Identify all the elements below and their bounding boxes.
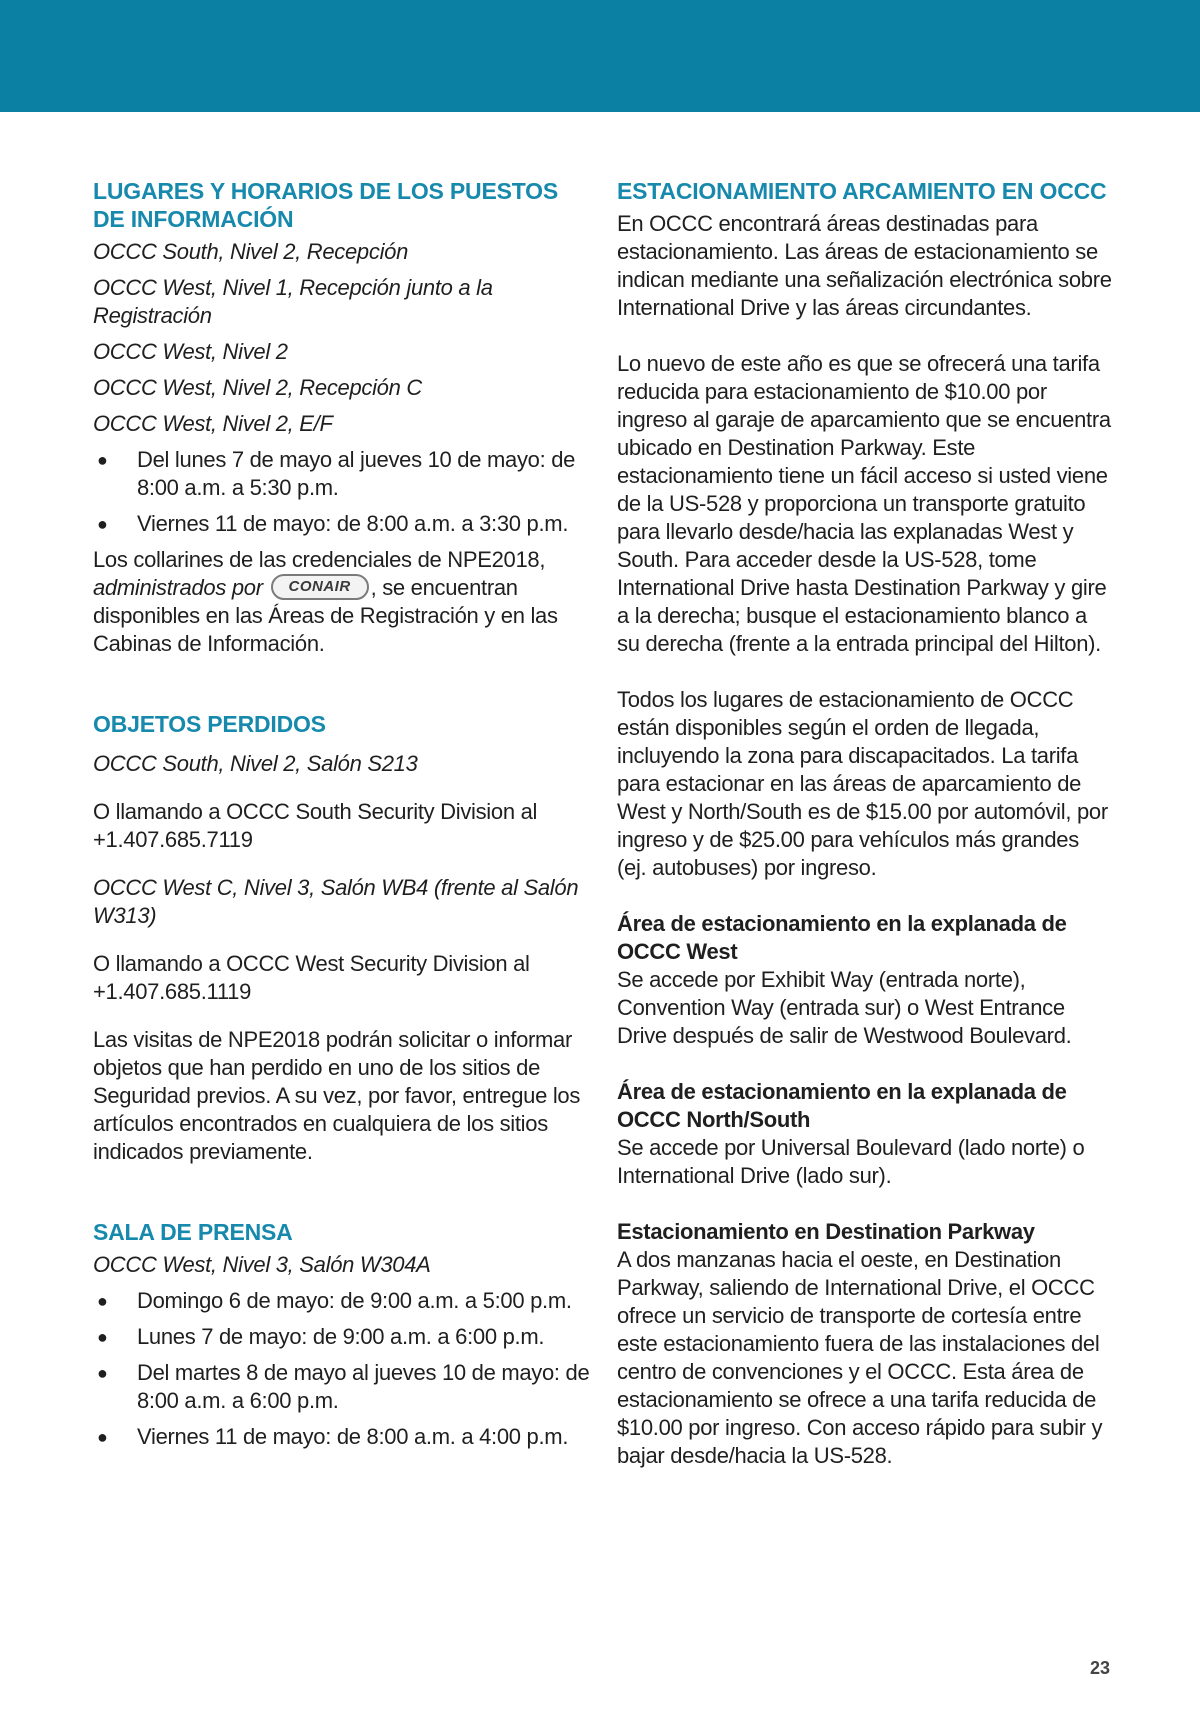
right-column	[617, 177, 1112, 1470]
press-hours-list	[93, 1287, 593, 1451]
bullet-icon: ●	[97, 514, 108, 534]
list-item: ● Del lunes 7 de mayo al jueves 10 de mayo: de 8:00 a.m. a 5:30 p.m.	[97, 447, 576, 500]
lost-south-phone: O llamando a OCCC South Security Division al +1.407.685.7119	[93, 799, 538, 852]
bullet-icon: ●	[97, 1363, 108, 1383]
list-item: ● Viernes 11 de mayo: de 8:00 a.m. a 3:30 p.m.	[97, 511, 569, 536]
list-item: ● Lunes 7 de mayo: de 9:00 a.m. a 6:00 p.m.	[97, 1324, 545, 1349]
parking-rates: Todos los lugares de estacionamiento de OCCC están disponibles según el orden de llegada, incluyendo la zona para discapacitados. La tarifa para estacionar en las áreas de aparcamiento de West y North/South es de $15.00 por automóvil, por ingreso y de $25.00 para vehículos más grandes (ej. autobuses) por ingreso.	[617, 687, 1108, 880]
north-south-parking-heading: Área de estacionamiento en la explanada de OCCC North/South	[617, 1079, 1067, 1132]
conair-logo: CONAIR	[271, 574, 369, 600]
info-location-2: OCCC West, Nivel 1, Recepción junto a la Registración	[93, 275, 493, 328]
lost-west-location: OCCC West C, Nivel 3, Salón WB4 (frente al Salón W313)	[93, 875, 579, 928]
info-location-3: OCCC West, Nivel 2	[93, 339, 288, 364]
left-column	[93, 177, 593, 1459]
destination-parkway-heading: Estacionamiento en Destination Parkway	[617, 1219, 1035, 1244]
list-item: ● Domingo 6 de mayo: de 9:00 a.m. a 5:00 p.m.	[97, 1288, 572, 1313]
page-number: 23	[1090, 1658, 1111, 1678]
header-band	[0, 0, 1200, 112]
lanyard-paragraph: Los collarines de las credenciales de NPE2018, administrados por CONAIR , se encuentran disponibles en las Áreas de Registración y en las Cabinas de Información.	[93, 547, 558, 656]
parking-intro: En OCCC encontrará áreas destinadas para estacionamiento. Las áreas de estacionamiento se indican mediante una señalización electrónica sobre International Drive y las áreas circundantes.	[617, 211, 1112, 320]
info-location-5: OCCC West, Nivel 2, E/F	[93, 411, 333, 436]
bullet-icon: ●	[97, 1291, 108, 1311]
west-parking-heading: Área de estacionamiento en la explanada de OCCC West	[617, 911, 1067, 964]
destination-parkway-text: A dos manzanas hacia el oeste, en Destination Parkway, saliendo de International Drive, el OCCC ofrece un servicio de transporte de cortesía entre este estacionamiento fuera de las instalaciones del centro de convenciones y el OCCC. Esta área de estacionamiento se ofrece a una tarifa reducida de $10.00 por ingreso. Con acceso rápido para subir y bajar desde/hacia la US-528.	[617, 1247, 1103, 1468]
parking-heading: ESTACIONAMIENTO ARCAMIENTO EN OCCC	[617, 178, 1107, 204]
list-item: ● Viernes 11 de mayo: de 8:00 a.m. a 4:00 p.m.	[97, 1424, 569, 1449]
bullet-icon: ●	[97, 1327, 108, 1347]
press-location: OCCC West, Nivel 3, Salón W304A	[93, 1252, 431, 1277]
bullet-icon: ●	[97, 1427, 108, 1447]
lost-note: Las visitas de NPE2018 podrán solicitar o informar objetos que han perdido en uno de los sitios de Seguridad previos. A su vez, por favor, entregue los artículos encontrados en cualquiera de los sitios indicados previamente.	[93, 1027, 581, 1164]
info-hours-list	[93, 446, 593, 538]
north-south-parking-text: Se accede por Universal Boulevard (lado norte) o International Drive (lado sur).	[617, 1135, 1085, 1188]
bullet-icon: ●	[97, 450, 108, 470]
lost-south-location: OCCC South, Nivel 2, Salón S213	[93, 751, 418, 776]
press-room-heading: SALA DE PRENSA	[93, 1219, 293, 1245]
list-item: ● Del martes 8 de mayo al jueves 10 de mayo: de 8:00 a.m. a 6:00 p.m.	[97, 1360, 590, 1413]
west-parking-text: Se accede por Exhibit Way (entrada norte), Convention Way (entrada sur) o West Entrance Drive después de salir de Westwood Boulevard.	[617, 967, 1072, 1048]
lost-found-heading: OBJETOS PERDIDOS	[93, 711, 326, 737]
info-location-1: OCCC South, Nivel 2, Recepción	[93, 239, 409, 264]
info-location-4: OCCC West, Nivel 2, Recepción C	[93, 375, 422, 400]
info-booths-heading: LUGARES Y HORARIOS DE LOS PUESTOS DE INFORMACIÓN	[93, 178, 558, 232]
parking-new-rate: Lo nuevo de este año es que se ofrecerá una tarifa reducida para estacionamiento de $10.00 por ingreso al garaje de aparcamiento que se encuentra ubicado en Destination Parkway. Este estacionamiento tiene un fácil acceso si usted viene de la US-528 y proporciona un transporte gratuito para llevarlo desde/hacia las explanadas West y South. Para acceder desde la US-528, tome International Drive hasta Destination Parkway y gire a la derecha; busque el estacionamiento blanco a su derecha (frente a la entrada principal del Hilton).	[617, 351, 1111, 656]
lost-west-phone: O llamando a OCCC West Security Division al +1.407.685.1119	[93, 951, 530, 1004]
